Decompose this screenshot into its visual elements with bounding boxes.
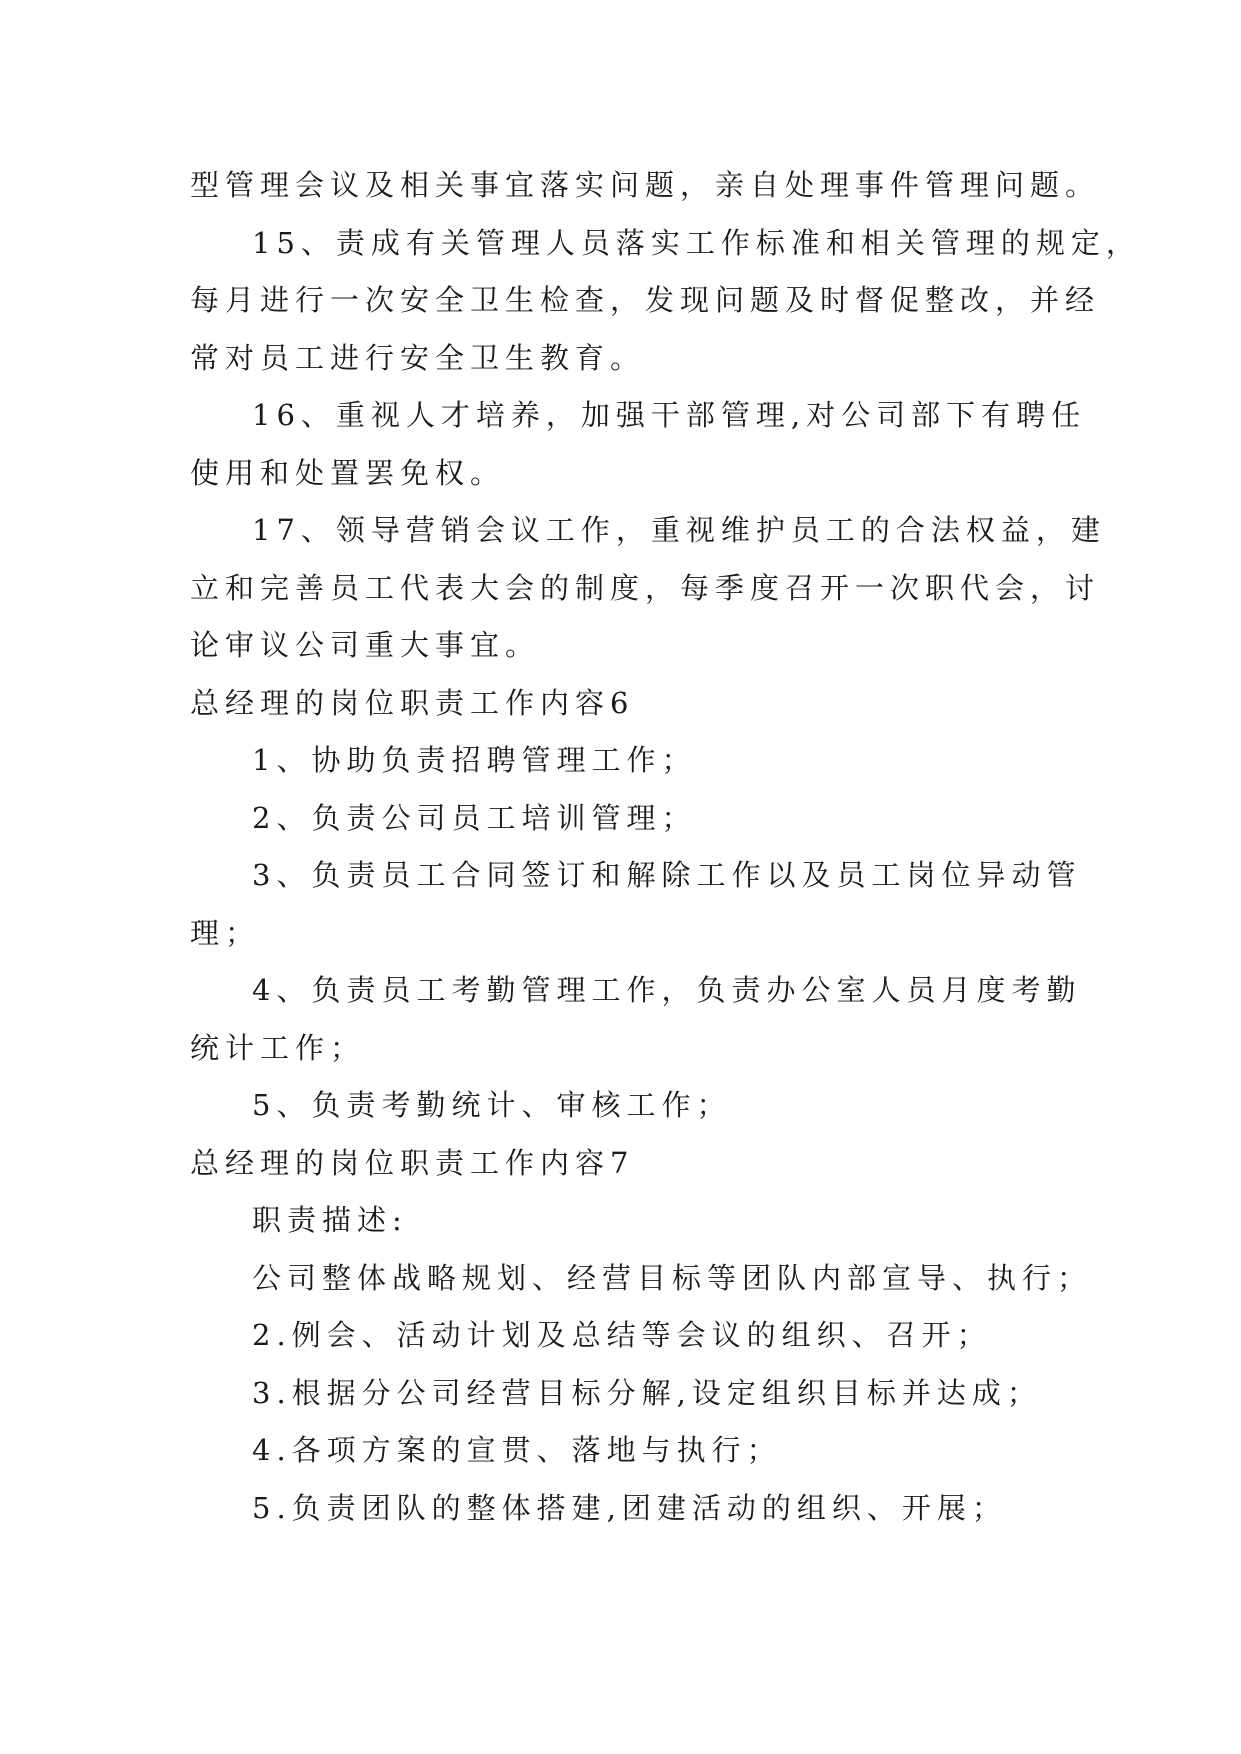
paragraph xyxy=(190,1480,1090,1538)
paragraph xyxy=(190,1422,1090,1480)
text-line: 1、协助负责招聘管理工作； xyxy=(252,743,697,777)
text-line: 4、负责员工考勤管理工作，负责办公室人员月度考勤 xyxy=(252,973,1082,1007)
text-line: 理； xyxy=(190,915,261,950)
text-line: 2.例会、活动计划及总结等会议的组织、召开； xyxy=(252,1318,992,1352)
text-line: 3.根据分公司经营目标分解,设定组织目标并达成； xyxy=(252,1375,1042,1410)
paragraph xyxy=(190,215,1141,388)
paragraph xyxy=(190,1365,1090,1423)
text-line: 5.负责团队的整体搭建,团建活动的组织、开展； xyxy=(252,1490,1007,1525)
paragraph xyxy=(190,1077,1090,1135)
paragraph xyxy=(190,387,1090,502)
paragraph xyxy=(190,157,1101,215)
text-line: 2、负责公司员工培训管理； xyxy=(252,800,697,835)
text-line: 16、重视人才培养，加强干部管理,对公司部下有聘任 xyxy=(252,398,1087,432)
text-line: 每月进行一次安全卫生检查，发现问题及时督促整改，并经 xyxy=(190,283,1101,317)
paragraph xyxy=(190,847,1090,962)
paragraph xyxy=(190,1250,1093,1308)
paragraph xyxy=(190,1307,1090,1365)
text-line: 总经理的岗位职责工作内容6 xyxy=(190,685,635,720)
text-line: 15、责成有关管理人员落实工作标准和相关管理的规定， xyxy=(252,225,1141,260)
text-line: 总经理的岗位职责工作内容7 xyxy=(190,1145,635,1180)
paragraph xyxy=(190,502,1106,675)
text-line: 常对员工进行安全卫生教育。 xyxy=(190,340,646,375)
text-line: 使用和处置罢免权。 xyxy=(190,455,506,490)
text-line: 17、领导营销会议工作，重视维护员工的合法权益，建 xyxy=(252,513,1106,547)
paragraph xyxy=(190,962,1090,1077)
text-line: 4.各项方案的宣贯、落地与执行； xyxy=(252,1433,782,1467)
document-body xyxy=(190,157,1141,1537)
text-line: 职责描述: xyxy=(252,1203,408,1237)
section-heading xyxy=(190,1135,1090,1193)
text-line: 统计工作； xyxy=(190,1030,366,1065)
section-heading xyxy=(190,675,1090,733)
text-line: 立和完善员工代表大会的制度，每季度召开一次职代会，讨 xyxy=(190,570,1101,605)
paragraph xyxy=(190,1192,1090,1250)
text-line: 公司整体战略规划、经营目标等团队内部宣导、执行； xyxy=(252,1260,1093,1295)
text-line: 5、负责考勤统计、审核工作； xyxy=(252,1088,732,1122)
text-line: 3、负责员工合同签订和解除工作以及员工岗位异动管 xyxy=(252,858,1082,892)
paragraph xyxy=(190,732,1090,790)
paragraph xyxy=(190,790,1090,848)
text-line: 型管理会议及相关事宜落实问题，亲自处理事件管理问题。 xyxy=(190,168,1101,202)
text-line: 论审议公司重大事宜。 xyxy=(190,628,541,662)
